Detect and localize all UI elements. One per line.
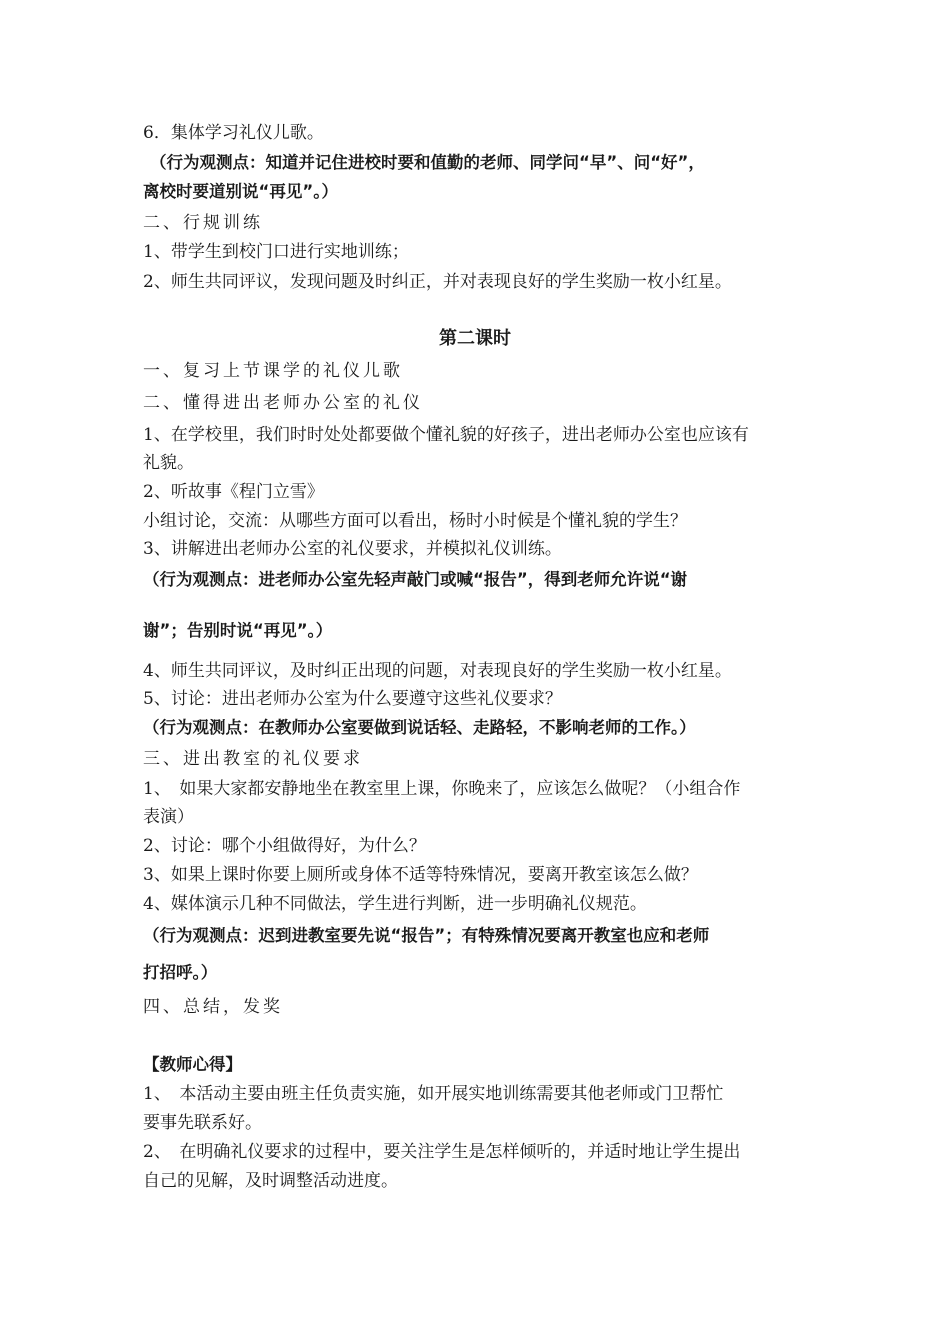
list-item: 4、师生共同评议，及时纠正出现的问题，对表现良好的学生奖励一枚小红星。 — [143, 661, 732, 681]
list-item-cont: 要事先联系好。 — [143, 1113, 262, 1133]
list-item: 2、讨论：哪个小组做得好，为什么？ — [143, 836, 426, 856]
list-item-6: 6．集体学习礼仪儿歌。 — [143, 123, 324, 143]
observation-note-4: （行为观测点：迟到进教室要先说“报告”；有特殊情况要离开教室也应和老师 — [143, 926, 710, 945]
section-heading-office: 二、懂得进出老师办公室的礼仪 — [143, 393, 423, 413]
list-item: 1、带学生到校门口进行实地训练； — [143, 242, 409, 262]
list-item-cont: 表演） — [143, 807, 194, 827]
section-heading-classroom: 三、进出教室的礼仪要求 — [143, 749, 363, 769]
list-item: 2、师生共同评议，发现问题及时纠正，并对表现良好的学生奖励一枚小红星。 — [143, 272, 732, 292]
list-item: 1、 如果大家都安静地坐在教室里上课，你晚来了，应该怎么做呢？（小组合作 — [143, 779, 741, 799]
list-item-cont: 自己的见解，及时调整活动进度。 — [143, 1171, 398, 1191]
lesson-title: 第二课时 — [439, 328, 511, 349]
observation-note-1-cont: 离校时要道别说“再见”。） — [143, 182, 338, 201]
list-item: 1、在学校里，我们时时处处都要做个懂礼貌的好孩子，进出老师办公室也应该有 — [143, 425, 749, 445]
observation-note-3: （行为观测点：在教师办公室要做到说话轻、走路轻，不影响老师的工作。） — [143, 718, 696, 737]
teacher-notes-heading: 【教师心得】 — [143, 1055, 242, 1074]
observation-note-2-cont: 谢”；告别时说“再见”。） — [143, 621, 333, 640]
list-item: 1、 本活动主要由班主任负责实施，如开展实地训练需要其他老师或门卫帮忙 — [143, 1084, 724, 1104]
paragraph: 小组讨论，交流：从哪些方面可以看出，杨时小时候是个懂礼貌的学生？ — [143, 511, 687, 531]
list-item: 3、讲解进出老师办公室的礼仪要求，并模拟礼仪训练。 — [143, 539, 562, 559]
list-item: 2、 在明确礼仪要求的过程中，要关注学生是怎样倾听的，并适时地让学生提出 — [143, 1142, 741, 1162]
observation-note-1: （行为观测点：知道并记住进校时要和值勤的老师、同学问“早”、问“好”， — [150, 153, 705, 172]
section-heading-review: 一、复习上节课学的礼仪儿歌 — [143, 361, 403, 381]
list-item: 5、讨论：进出老师办公室为什么要遵守这些礼仪要求？ — [143, 689, 562, 709]
list-item: 4、媒体演示几种不同做法，学生进行判断，进一步明确礼仪规范。 — [143, 894, 647, 914]
list-item: 3、如果上课时你要上厕所或身体不适等特殊情况，要离开教室该怎么做？ — [143, 865, 698, 885]
list-item-cont: 礼貌。 — [143, 453, 194, 473]
section-heading-summary: 四、总结，发奖 — [143, 997, 283, 1017]
list-item: 2、听故事《程门立雪》 — [143, 482, 324, 502]
observation-note-2: （行为观测点：进老师办公室先轻声敲门或喊“报告”，得到老师允许说“谢 — [143, 570, 688, 589]
section-heading-training: 二、行规训练 — [143, 213, 263, 233]
observation-note-4-cont: 打招呼。） — [143, 963, 218, 982]
